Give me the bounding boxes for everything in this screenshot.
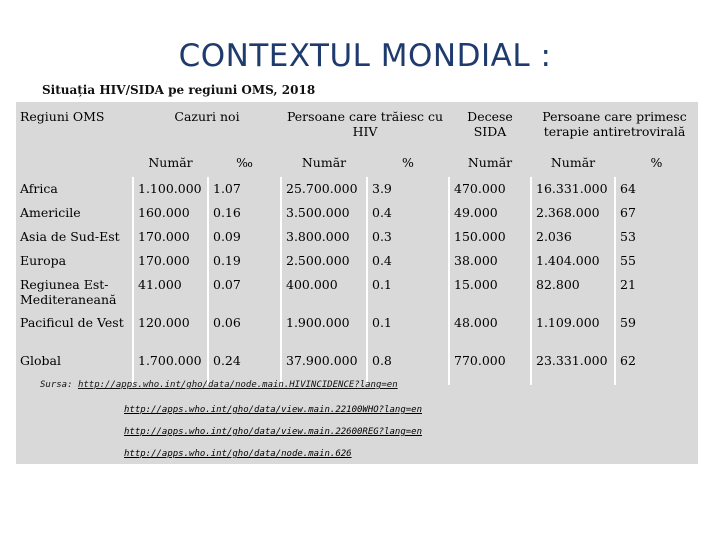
data-cell: 21 <box>615 273 698 311</box>
data-cell: 1.404.000 <box>531 249 615 273</box>
page-title: CONTEXTUL MONDIAL : <box>178 38 552 74</box>
data-cell: 1.07 <box>208 177 281 201</box>
table-row <box>16 201 698 225</box>
data-cell: 1.100.000 <box>133 177 208 201</box>
table-row <box>16 225 698 249</box>
data-cell: 3.9 <box>367 177 449 201</box>
data-cell: 64 <box>615 177 698 201</box>
header-cases: Cazuri noi <box>174 109 240 124</box>
header-deaths: Decese SIDA <box>467 109 513 139</box>
data-cell: 0.8 <box>367 349 449 385</box>
subheader-cell: % <box>402 155 414 170</box>
table-row <box>16 177 698 201</box>
data-cell: 53 <box>615 225 698 249</box>
table-row <box>16 273 698 311</box>
data-cell: 49.000 <box>449 201 531 225</box>
subheader-cell: Număr <box>301 155 347 170</box>
data-cell: 0.4 <box>367 201 449 225</box>
region-cell: Global <box>20 353 61 368</box>
source-block <box>40 380 398 390</box>
subheader-cell: Număr <box>467 155 513 170</box>
subheader-cell: ‰ <box>236 155 253 170</box>
data-cell: 0.3 <box>367 225 449 249</box>
data-cell: 0.16 <box>208 201 281 225</box>
region-cell: Europa <box>20 253 67 268</box>
region-cell: Regiunea Est-Mediteraneană <box>20 277 117 307</box>
region-cell: Asia de Sud-Est <box>20 229 120 244</box>
data-cell: 2.500.000 <box>281 249 367 273</box>
data-cell: 0.4 <box>367 249 449 273</box>
subheader-row <box>16 153 698 177</box>
data-cell: 2.368.000 <box>531 201 615 225</box>
data-cell: 0.19 <box>208 249 281 273</box>
data-cell: 38.000 <box>449 249 531 273</box>
source-link[interactable]: http://apps.who.int/gho/data/node.main.HIVINCIDENCE?lang=en <box>77 380 398 390</box>
data-cell: 1.109.000 <box>531 311 615 349</box>
header-row <box>16 103 698 153</box>
data-cell: 1.900.000 <box>281 311 367 349</box>
data-cell: 59 <box>615 311 698 349</box>
data-cell: 400.000 <box>281 273 367 311</box>
data-cell: 150.000 <box>449 225 531 249</box>
data-cell: 0.06 <box>208 311 281 349</box>
data-cell: 0.09 <box>208 225 281 249</box>
header-region: Regiuni OMS <box>20 109 105 124</box>
data-cell: 0.07 <box>208 273 281 311</box>
data-cell: 23.331.000 <box>531 349 615 385</box>
data-cell: 41.000 <box>133 273 208 311</box>
data-cell: 2.036 <box>531 225 615 249</box>
data-cell: 55 <box>615 249 698 273</box>
subheader-cell: Număr <box>148 155 193 170</box>
source-link[interactable]: http://apps.who.int/gho/data/view.main.22100WHO?lang=en <box>124 405 423 415</box>
data-cell: 0.1 <box>367 273 449 311</box>
data-cell: 3.500.000 <box>281 201 367 225</box>
data-cell: 470.000 <box>449 177 531 201</box>
data-cell: 25.700.000 <box>281 177 367 201</box>
subheader-cell: % <box>650 155 663 170</box>
subheader-cell: Număr <box>550 155 596 170</box>
data-cell: 37.900.000 <box>281 349 367 385</box>
data-cell: 770.000 <box>449 349 531 385</box>
data-cell: 170.000 <box>133 249 208 273</box>
source-label: Sursa: <box>40 380 73 390</box>
region-cell: Americile <box>20 205 81 220</box>
data-cell: 3.800.000 <box>281 225 367 249</box>
table-subtitle: Situația HIV/SIDA pe regiuni OMS, 2018 <box>42 83 316 97</box>
header-therapy: Persoane care primesc terapie antiretrovirală <box>542 109 687 139</box>
source-link[interactable]: http://apps.who.int/gho/data/node.main.626 <box>124 449 352 459</box>
region-cell: Africa <box>20 181 58 196</box>
data-cell: 82.800 <box>531 273 615 311</box>
data-cell: 170.000 <box>133 225 208 249</box>
data-cell: 120.000 <box>133 311 208 349</box>
data-cell: 160.000 <box>133 201 208 225</box>
header-living: Persoane care trăiesc cu HIV <box>286 109 444 139</box>
data-cell: 0.24 <box>208 349 281 385</box>
data-cell: 1.700.000 <box>133 349 208 385</box>
table-row <box>16 311 698 349</box>
table-row <box>16 249 698 273</box>
data-cell: 67 <box>615 201 698 225</box>
data-cell: 62 <box>615 349 698 385</box>
data-cell: 16.331.000 <box>531 177 615 201</box>
data-cell: 15.000 <box>449 273 531 311</box>
source-link[interactable]: http://apps.who.int/gho/data/view.main.22600REG?lang=en <box>124 427 423 437</box>
data-cell: 0.1 <box>367 311 449 349</box>
region-cell: Pacificul de Vest <box>20 315 124 330</box>
data-cell: 48.000 <box>449 311 531 349</box>
hiv-table <box>16 103 698 385</box>
